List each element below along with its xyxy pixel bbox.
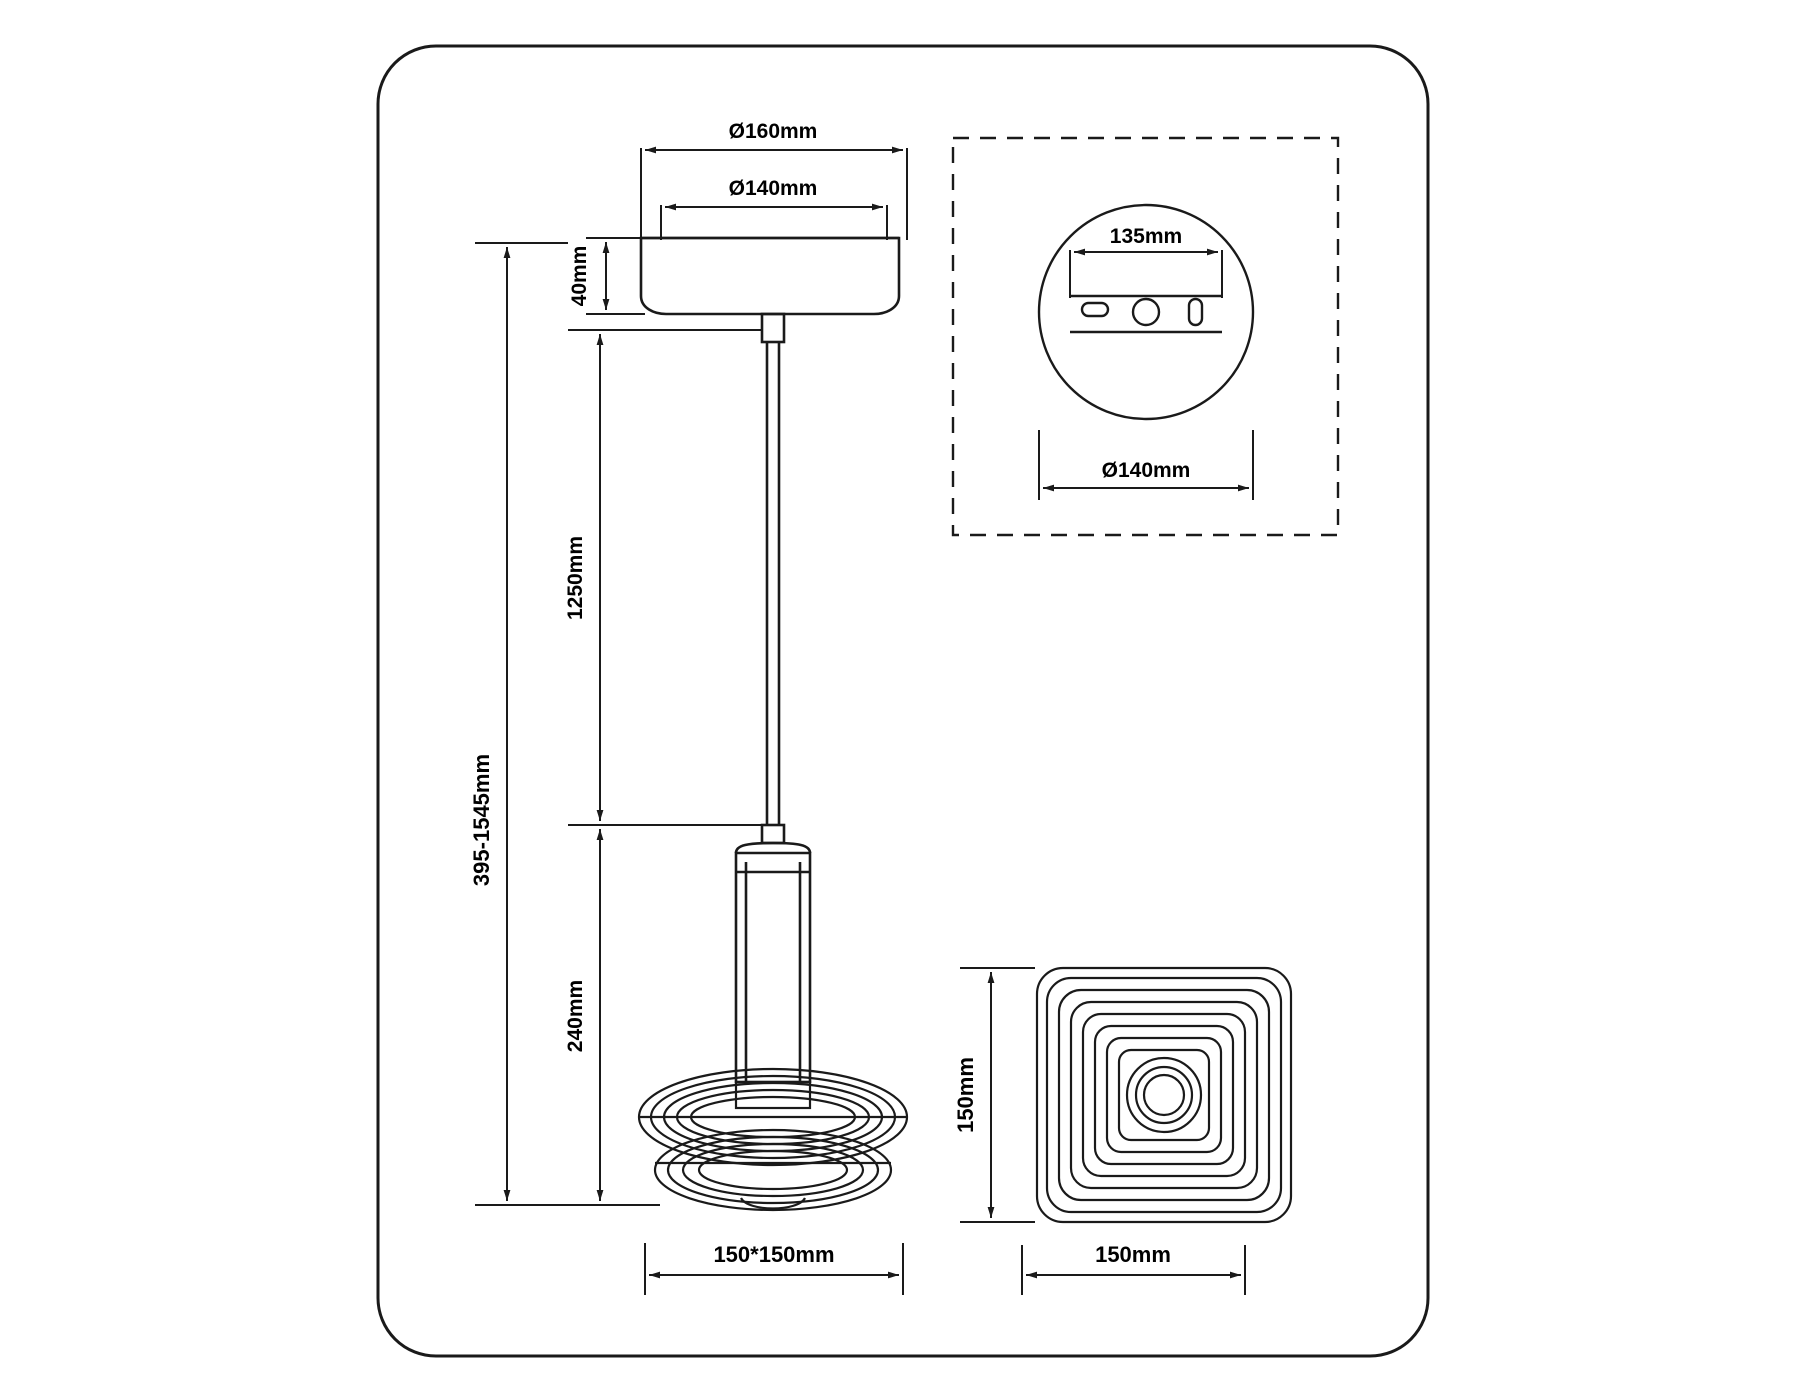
- dim-label-canopy-height: 40mm: [568, 245, 591, 307]
- dim-label-canopy-outer-diameter: Ø160mm: [728, 120, 818, 143]
- dim-label-mount-plate-diameter: Ø140mm: [1101, 459, 1191, 482]
- dim-label-shade-assembly-height: 240mm: [564, 979, 587, 1053]
- dim-label-canopy-inner-diameter: Ø140mm: [728, 177, 818, 200]
- dim-label-cord-length: 1250mm: [564, 535, 587, 621]
- dim-label-shade-footprint: 150*150mm: [713, 1242, 835, 1267]
- dim-label-total-height-range: 395-1545mm: [469, 753, 494, 887]
- dim-label-shade-bottom-width: 150mm: [1095, 1242, 1171, 1267]
- dim-label-shade-bottom-height: 150mm: [953, 1057, 978, 1133]
- dim-label-mount-plate-width: 135mm: [1109, 225, 1183, 248]
